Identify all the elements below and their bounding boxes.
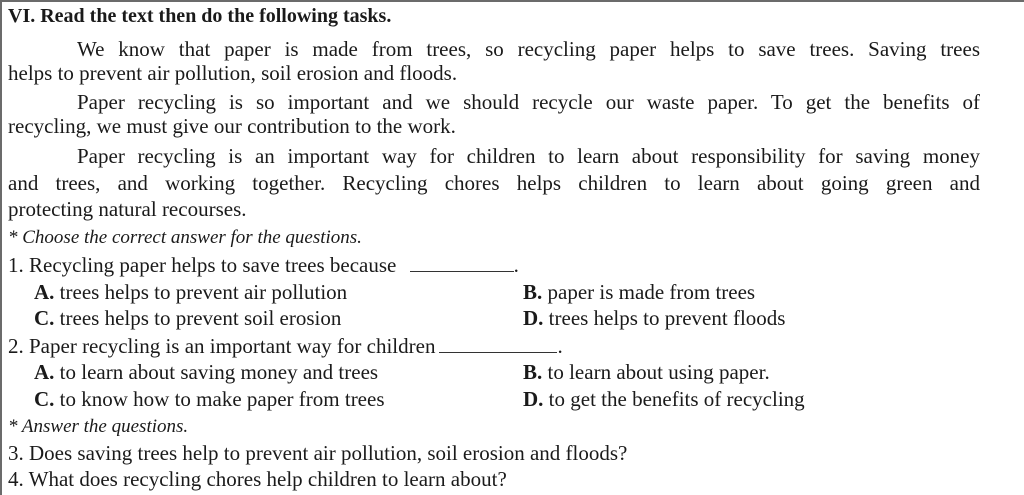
option-letter: A.	[34, 280, 55, 304]
section-heading: VI. Read the text then do the following tasks.	[8, 5, 392, 27]
option-letter: D.	[523, 306, 544, 330]
question-1-option-b[interactable]	[523, 280, 755, 304]
passage-p2-line-2: recycling, we must give our contribution to the work.	[8, 114, 456, 138]
question-2-end: .	[557, 334, 563, 358]
page-border-top	[0, 0, 1024, 2]
instruction-answer: * Answer the questions.	[8, 416, 189, 437]
question-2-option-a[interactable]	[34, 360, 378, 384]
open-question-4: 4. What does recycling chores help children to learn about?	[8, 467, 507, 491]
option-letter: C.	[34, 306, 55, 330]
option-letter: C.	[34, 387, 55, 411]
option-text: trees helps to prevent air pollution	[59, 280, 348, 304]
option-text: to get the benefits of recycling	[548, 387, 805, 411]
passage-p1-line-1: We know that paper is made from trees, so recycling paper helps to save trees. Saving trees	[77, 37, 980, 61]
question-1	[8, 253, 519, 277]
question-1-answer-blank[interactable]	[410, 253, 514, 272]
passage-p3-line-2: and trees, and working together. Recycling chores helps children to learn about going green and	[8, 171, 980, 195]
question-2-option-c[interactable]	[34, 387, 385, 411]
passage-p3-line-1: Paper recycling is an important way for children to learn about responsibility for saving money	[77, 144, 980, 168]
question-1-end: .	[513, 253, 519, 277]
question-2-option-b[interactable]	[523, 360, 770, 384]
question-2	[8, 334, 563, 358]
question-1-option-a[interactable]	[34, 280, 347, 304]
option-text: trees helps to prevent soil erosion	[59, 306, 342, 330]
page-border-left	[0, 0, 2, 495]
question-1-option-c[interactable]	[34, 306, 341, 330]
option-letter: D.	[523, 387, 544, 411]
option-text: to know how to make paper from trees	[59, 387, 385, 411]
option-text: to learn about saving money and trees	[59, 360, 379, 384]
option-letter: B.	[523, 360, 543, 384]
option-text: paper is made from trees	[547, 280, 756, 304]
instruction-choose: * Choose the correct answer for the questions.	[8, 227, 362, 248]
question-2-text: 2. Paper recycling is an important way for children	[8, 334, 436, 358]
question-2-answer-blank[interactable]	[439, 334, 557, 353]
option-letter: B.	[523, 280, 543, 304]
question-1-option-d[interactable]	[523, 306, 785, 330]
option-text: to learn about using paper.	[547, 360, 770, 384]
passage-p1-line-2: helps to prevent air pollution, soil erosion and floods.	[8, 61, 458, 85]
open-question-3: 3. Does saving trees help to prevent air pollution, soil erosion and floods?	[8, 441, 628, 465]
question-2-option-d[interactable]	[523, 387, 805, 411]
option-letter: A.	[34, 360, 55, 384]
question-1-text: 1. Recycling paper helps to save trees because	[8, 253, 397, 277]
option-text: trees helps to prevent floods	[548, 306, 786, 330]
passage-p2-line-1: Paper recycling is so important and we should recycle our waste paper. To get the benefits of	[77, 90, 980, 114]
passage-p3-line-3: protecting natural recourses.	[8, 197, 247, 221]
